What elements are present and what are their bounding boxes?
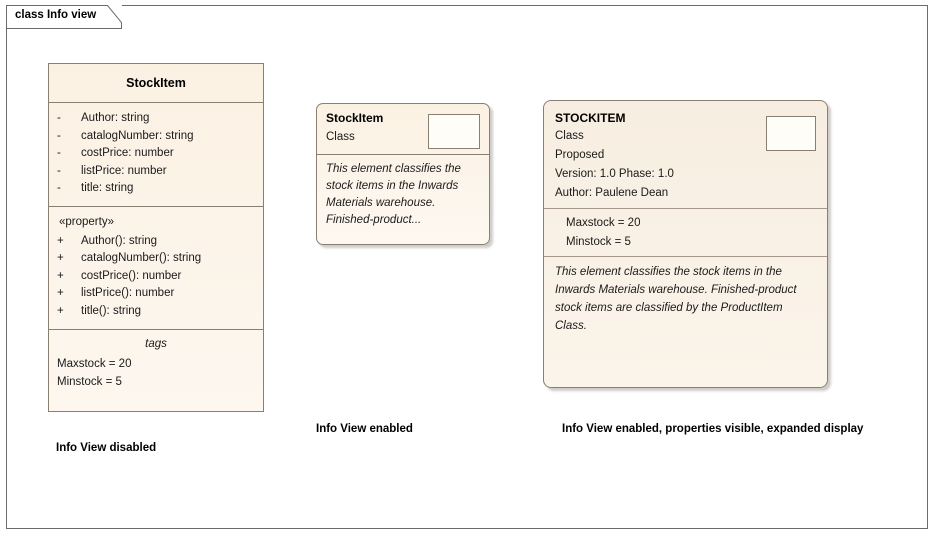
operation-label: listPrice(): number — [81, 287, 175, 299]
diagram-frame-tab — [6, 5, 122, 29]
operation-row — [49, 285, 263, 303]
operation-label: title(): string — [81, 304, 142, 317]
operation-row — [49, 250, 263, 268]
attribute-label: listPrice: number — [81, 164, 167, 177]
compartment-divider — [317, 154, 489, 155]
caption-infoview-enabled: Info View enabled — [316, 423, 413, 435]
operation-row — [49, 303, 263, 321]
class-stockitem-infoview[interactable] — [316, 103, 490, 245]
class-author: Author: Paulene Dean — [555, 187, 669, 199]
attribute-label: Author: string — [81, 112, 150, 124]
operation-visibility: + — [57, 304, 64, 317]
class-stockitem-full[interactable] — [48, 63, 264, 412]
tags-compartment — [49, 329, 263, 399]
compartment-divider — [544, 256, 827, 257]
class-stereotype: Class — [326, 131, 355, 143]
tag-row: Minstock = 5 — [57, 375, 122, 388]
class-name: StockItem — [326, 111, 384, 125]
class-version-phase: Version: 1.0 Phase: 1.0 — [555, 168, 674, 180]
class-name: STOCKITEM — [555, 111, 626, 125]
caption-infoview-disabled: Info View disabled — [56, 442, 157, 454]
operation-row — [49, 268, 263, 286]
operation-row — [49, 233, 263, 251]
class-notes: This element classifies the stock items in the Inwards Materials warehouse. Finished-product... — [326, 163, 461, 226]
attribute-row — [49, 128, 263, 146]
class-stereotype: Class — [555, 130, 584, 142]
operation-label: Author(): string — [81, 234, 158, 247]
operation-visibility: + — [57, 269, 64, 282]
attribute-visibility: - — [57, 182, 61, 194]
attribute-visibility: - — [57, 129, 61, 142]
attribute-row — [49, 110, 263, 128]
attribute-label: costPrice: number — [81, 147, 174, 159]
operations-stereotype: «property» — [59, 215, 114, 228]
attribute-visibility: - — [57, 112, 61, 124]
frame-tab-label: class Info view — [15, 9, 97, 21]
class-icon — [766, 116, 816, 151]
attribute-label: catalogNumber: string — [81, 129, 194, 142]
class-notes: This element classifies the stock items in the Inwards Materials warehouse. Finished-product stock items are classified by the ProductItem Class. — [555, 266, 797, 332]
attribute-label: title: string — [81, 182, 134, 194]
tag-row: Minstock = 5 — [566, 236, 631, 248]
class-stockitem-infoview-expanded[interactable] — [543, 100, 828, 388]
attribute-visibility: - — [57, 164, 61, 177]
operation-label: catalogNumber(): string — [81, 252, 202, 264]
tag-row: Maxstock = 20 — [57, 358, 132, 370]
attribute-visibility: - — [57, 147, 61, 159]
attribute-row — [49, 145, 263, 163]
operation-label: costPrice(): number — [81, 269, 182, 282]
operation-visibility: + — [57, 252, 64, 264]
class-icon — [428, 114, 480, 149]
class-name: StockItem — [126, 76, 186, 90]
operation-visibility: + — [57, 287, 64, 299]
class-status: Proposed — [555, 149, 605, 161]
attribute-row — [49, 180, 263, 198]
tags-title: tags — [145, 338, 167, 350]
attributes-compartment — [49, 102, 263, 206]
tags-compartment — [544, 214, 827, 252]
attribute-row — [49, 163, 263, 181]
operations-compartment — [49, 206, 263, 330]
tag-row: Maxstock = 20 — [566, 217, 641, 229]
operation-visibility: + — [57, 234, 64, 247]
compartment-divider — [544, 208, 827, 209]
caption-infoview-expanded: Info View enabled, properties visible, expanded display — [562, 423, 864, 435]
